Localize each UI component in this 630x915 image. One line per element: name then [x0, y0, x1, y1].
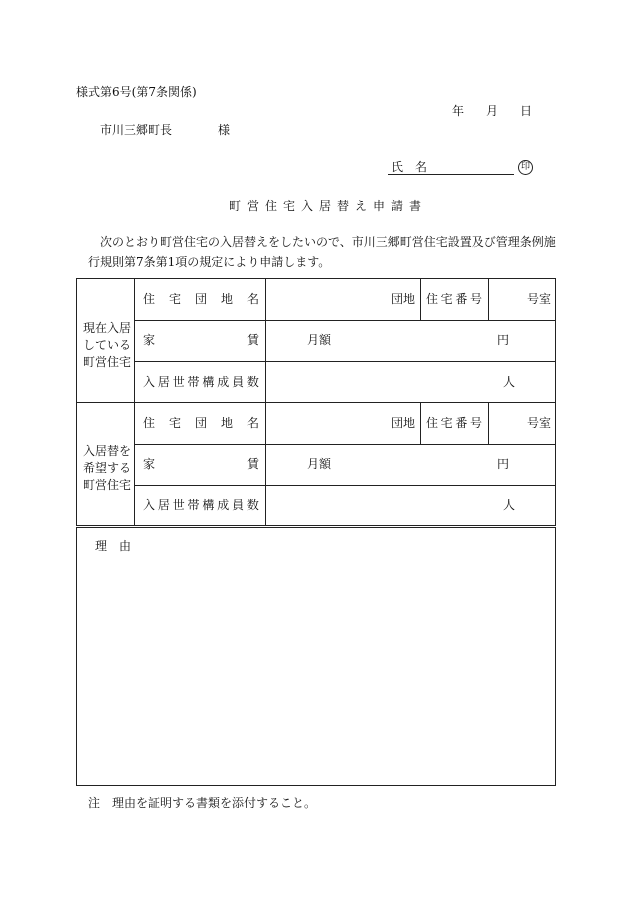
desired-heading: 入居替を 希望する 町営住宅: [83, 444, 132, 492]
table-hline: [134, 485, 556, 486]
current-household-unit: 人: [503, 375, 516, 389]
table-hline: [134, 320, 556, 321]
application-table: [76, 278, 556, 526]
current-complex-label: 住 宅 団 地 名: [143, 292, 259, 306]
date-year-label: 年: [452, 104, 465, 118]
current-rent-label: 家 賃: [143, 333, 259, 347]
date-month-label: 月: [486, 104, 499, 118]
table-vline-house-1: [420, 279, 421, 320]
footnote: 注 理由を証明する書類を添付すること。: [88, 796, 317, 810]
date-day-label: 日: [520, 104, 533, 118]
desired-rent-unit: 円: [497, 457, 510, 471]
name-label: 氏 名: [391, 160, 428, 174]
table-section-divider: [77, 402, 556, 403]
desired-household-label: 入 居 世 帯 構 成 員 数: [143, 498, 259, 512]
desired-rent-monthly: 月額: [307, 457, 332, 471]
desired-rent-label: 家 賃: [143, 457, 259, 471]
desired-household-unit: 人: [503, 498, 516, 512]
current-house-number-label: 住 宅 番 号: [426, 292, 482, 306]
current-rent-monthly: 月額: [307, 333, 332, 347]
honorific: 様: [218, 123, 231, 137]
seal-mark: 印: [518, 160, 533, 175]
intro-line-2: 行規則第7条第1項の規定により申請します。: [88, 255, 331, 269]
desired-room-suffix: 号室: [527, 416, 552, 430]
name-signature-line: [388, 174, 514, 175]
desired-complex-suffix: 団地: [391, 416, 416, 430]
current-rent-unit: 円: [497, 333, 510, 347]
current-household-label: 入 居 世 帯 構 成 員 数: [143, 375, 259, 389]
current-room-suffix: 号室: [527, 292, 552, 306]
reason-box: [76, 527, 556, 786]
table-hline: [134, 444, 556, 445]
current-heading: 現在入居 している 町営住宅: [83, 321, 132, 369]
table-vline-room-1: [488, 279, 489, 320]
current-complex-suffix: 団地: [391, 292, 416, 306]
desired-house-number-label: 住 宅 番 号: [426, 416, 482, 430]
desired-complex-label: 住 宅 団 地 名: [143, 416, 259, 430]
document-title: 町営住宅入居替え申請書: [229, 199, 428, 213]
table-hline: [134, 361, 556, 362]
addressee: 市川三郷町長: [100, 123, 173, 137]
form-number: 様式第6号(第7条関係): [76, 85, 197, 99]
table-vline-room-2: [488, 403, 489, 444]
intro-line-1: 次のとおり町営住宅の入居替えをしたいので、市川三郷町営住宅設置及び管理条例施: [100, 235, 556, 249]
table-vline-house-2: [420, 403, 421, 444]
reason-label: 理 由: [95, 539, 132, 553]
